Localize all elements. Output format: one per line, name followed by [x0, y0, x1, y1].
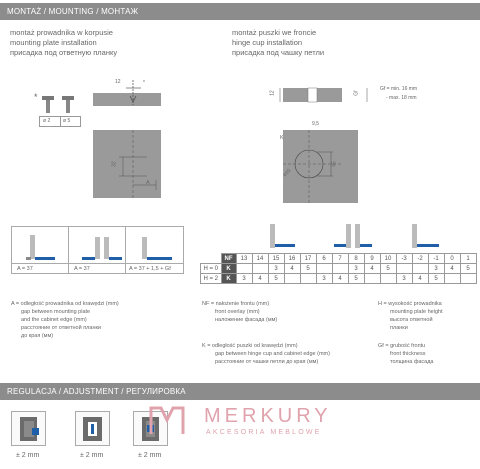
plate-dim-32: 32	[111, 161, 118, 167]
right-title-en: hinge cup installation	[232, 38, 303, 47]
screw-star-mark: *	[34, 92, 38, 102]
overlay-a-half: A = 37	[74, 266, 90, 272]
nf-cell: 8	[348, 254, 364, 264]
h0-cell	[236, 264, 252, 274]
legend-a-ru2: до края (мм)	[21, 333, 54, 339]
k-label: K	[221, 274, 236, 284]
h2-cell	[364, 274, 380, 284]
nf-table	[200, 253, 477, 284]
h0-cell: 4	[444, 264, 460, 274]
k-label: K	[221, 264, 236, 274]
plate-dim-a: A	[146, 180, 150, 186]
h2-cell: 4	[332, 274, 348, 284]
nf-cell: 1	[460, 254, 476, 264]
cup-dimension-lines	[270, 83, 385, 108]
h2-cell: 4	[252, 274, 268, 284]
h0-cell: 4	[364, 264, 380, 274]
legend-a-pl: A = odległość prowadnika od krawędzi (mm)	[11, 301, 119, 307]
section-header-mounting: MONTAŻ / MOUNTING / МОНТАЖ	[0, 3, 480, 20]
h2-cell	[284, 274, 300, 284]
h0-cell: 4	[284, 264, 300, 274]
h0-cell	[316, 264, 332, 274]
legend-a-en2: and the cabinet edge (mm)	[21, 317, 87, 323]
cup-dim-k: K	[280, 135, 284, 141]
h2-cell: 5	[348, 274, 364, 284]
nf-cell: 17	[300, 254, 316, 264]
nf-overlay-icons	[244, 212, 474, 248]
legend-gf-ru: толщина фасада	[390, 359, 434, 365]
h0-cell: 3	[348, 264, 364, 274]
legend-h-pl: H = wysokość prowadnika	[378, 301, 442, 307]
cup-dim-45: 45	[331, 161, 338, 167]
cup-dim-9-5: 9,5	[312, 121, 319, 127]
legend-k-en: gap between hinge cup and cabinet edge (mm)	[215, 351, 330, 357]
cup-hole-layout	[283, 130, 358, 203]
h2-cell	[300, 274, 316, 284]
left-title-ru: присадка под ответную планку	[10, 48, 118, 57]
legend-nf-pl: NF = nałożenie frontu (mm)	[202, 301, 270, 307]
right-title-pl: montaż puszki we froncie	[232, 28, 317, 37]
h0-cell: 5	[380, 264, 396, 274]
cup-dim-12: 12	[269, 90, 276, 96]
cup-dim-35: ø35	[282, 167, 293, 179]
h2-cell: 3	[236, 274, 252, 284]
nf-cell: 15	[268, 254, 284, 264]
overlay-type-icons	[12, 227, 183, 263]
adjust-height-icon	[75, 411, 110, 446]
h0-cell	[332, 264, 348, 274]
plate-dim-12: 12	[115, 79, 121, 85]
h0-cell: 5	[300, 264, 316, 274]
plate-hole-layout	[93, 130, 161, 198]
h0-cell	[412, 264, 428, 274]
h2-cell: 5	[428, 274, 444, 284]
brand-subtitle: AKCESORIA MEBLOWE	[206, 429, 322, 436]
nf-cell: 9	[364, 254, 380, 264]
h0-label: H = 0	[201, 264, 222, 274]
h2-label: H = 2	[201, 274, 222, 284]
h0-cell: 3	[428, 264, 444, 274]
nf-cell: 14	[252, 254, 268, 264]
right-title-ru: присадка под чашку петли	[232, 48, 325, 57]
nf-cell: -1	[428, 254, 444, 264]
legend-nf-ru: наложение фасада (мм)	[215, 317, 278, 323]
legend-h-ru2: планки	[390, 325, 408, 331]
gf-note-min: Gf = min. 16 mm	[380, 86, 418, 92]
h2-cell	[460, 274, 476, 284]
nf-cell: 0	[444, 254, 460, 264]
left-title-pl: montaż prowadnika w korpusie	[10, 28, 113, 37]
cup-dim-gf: Gf	[353, 90, 360, 96]
h2-cell: 3	[316, 274, 332, 284]
merkury-logo-icon	[147, 404, 187, 438]
adjust-value-2: ± 2 mm	[80, 452, 104, 459]
legend-a-en1: gap between mounting plate	[21, 309, 91, 315]
nf-cell: 10	[380, 254, 396, 264]
legend-nf-en: front overlay (mm)	[215, 309, 260, 315]
h0-cell	[396, 264, 412, 274]
h0-cell: 5	[460, 264, 476, 274]
h2-cell: 3	[396, 274, 412, 284]
nf-cell: -2	[412, 254, 428, 264]
legend-k-ru: расстояние от чашки петли до края (мм)	[215, 359, 319, 365]
h2-cell	[444, 274, 460, 284]
adjust-depth-icon	[11, 411, 46, 446]
nf-cell: -3	[396, 254, 412, 264]
plate-dimension-lines	[93, 78, 163, 108]
h2-cell	[380, 274, 396, 284]
legend-h-en: mounting plate height	[390, 309, 443, 315]
left-title-en: mounting plate installation	[10, 38, 97, 47]
nf-cell: 7	[332, 254, 348, 264]
legend-gf-en: front thickness	[390, 351, 426, 357]
nf-cell: 13	[236, 254, 252, 264]
h0-cell	[252, 264, 268, 274]
nf-cell: 6	[316, 254, 332, 264]
adjust-value-3: ± 2 mm	[138, 452, 162, 459]
nf-cell: 16	[284, 254, 300, 264]
h2-cell: 4	[412, 274, 428, 284]
brand-name: MERKURY	[204, 405, 332, 427]
gf-note-max: - max. 18 mm	[386, 95, 417, 101]
section-header-adjustment: REGULACJA / ADJUSTMENT / РЕГУЛИРОВКА	[0, 383, 480, 400]
screw-diameter-1: ø 2	[43, 118, 51, 124]
nf-label: NF	[221, 254, 236, 264]
legend-a-ru1: расстояние от ответной планки	[21, 325, 101, 331]
legend-h-ru1: высота ответной	[390, 317, 433, 323]
overlay-a-inset: A = 37 + 1,5 + Gf	[129, 266, 171, 272]
plate-dim-star: *	[143, 80, 145, 86]
legend-gf-pl: Gf = grubość frontu	[378, 343, 426, 349]
overlay-a-full: A = 37	[17, 266, 33, 272]
adjust-value-1: ± 2 mm	[16, 452, 40, 459]
h2-cell: 5	[268, 274, 284, 284]
screw-icon	[40, 94, 80, 116]
h0-cell: 3	[268, 264, 284, 274]
legend-k-pl: K = odległość puszki od krawędzi (mm)	[202, 343, 298, 349]
screw-diameter-2: ø 5	[63, 118, 71, 124]
